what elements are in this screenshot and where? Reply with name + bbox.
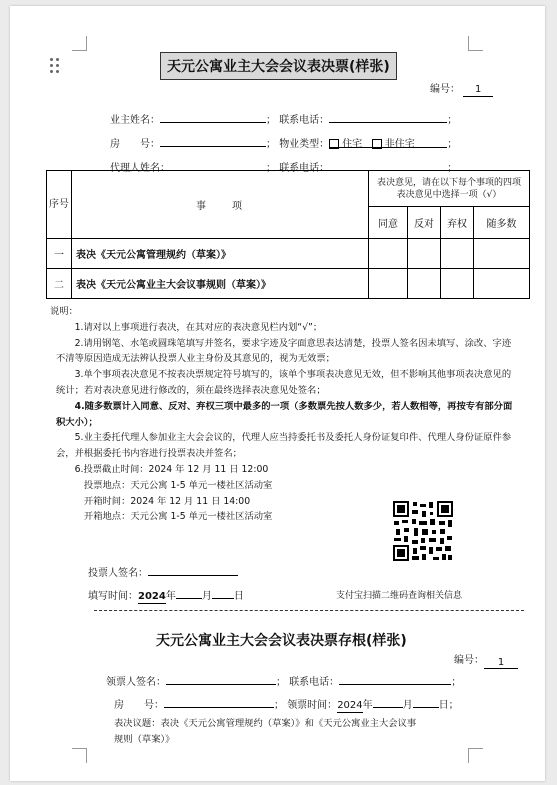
stub-room-field[interactable] bbox=[164, 695, 274, 708]
matters-label: 表决议题： bbox=[114, 718, 161, 729]
matters-text: 表决《天元公寓管理规约（草案）》和《天元公寓业主大会议事 bbox=[160, 718, 417, 729]
col-item-header: 事 项 bbox=[72, 171, 369, 239]
day-unit: 日 bbox=[233, 591, 244, 602]
receive-year[interactable]: 2024 bbox=[337, 700, 363, 711]
note-5: 5.业主委托代理人参加业主大会会议的，代理人应当持委托书及委托人身份证复印件、代理人身份证原件参会，并根据委托书内容进行投票表决并签名； bbox=[56, 432, 512, 460]
fill-day-field[interactable] bbox=[212, 586, 234, 599]
receive-time-label: 领票时间： bbox=[287, 700, 338, 711]
stub-number-label: 编号： bbox=[454, 655, 484, 666]
receiver-field[interactable] bbox=[166, 672, 276, 685]
voter-signature-row bbox=[88, 563, 238, 579]
voter-signature-field[interactable] bbox=[148, 563, 238, 576]
separator: ； bbox=[266, 163, 276, 174]
table-row bbox=[47, 239, 530, 269]
vote-cell[interactable] bbox=[408, 269, 441, 299]
separator: ； bbox=[266, 115, 276, 126]
checkbox-residential[interactable] bbox=[329, 139, 339, 149]
table-move-handle-icon[interactable] bbox=[50, 58, 62, 74]
year-unit: 年 bbox=[165, 591, 176, 602]
separator: ； bbox=[451, 677, 462, 688]
stub-room-row bbox=[114, 695, 459, 713]
number-label: 编号： bbox=[430, 84, 460, 95]
agent-label: 代理人姓名： bbox=[110, 163, 170, 174]
opinion-header: 表决意见，请在以下每个事项的四项表决意见中选择一项（√） bbox=[369, 171, 530, 207]
phone-label: 联系电话： bbox=[279, 115, 330, 126]
year-unit: 年 bbox=[362, 700, 373, 711]
option-agree: 同意 bbox=[369, 207, 408, 239]
vote-cell[interactable] bbox=[474, 239, 530, 269]
option-oppose: 反对 bbox=[408, 207, 441, 239]
fill-year[interactable]: 2024 bbox=[138, 591, 166, 602]
row-seq: 二 bbox=[47, 269, 72, 299]
month-unit: 月 bbox=[201, 591, 212, 602]
receiver-label: 领票人签名： bbox=[106, 677, 166, 688]
room-label: 房 号： bbox=[110, 139, 160, 150]
owner-name-field[interactable] bbox=[160, 110, 266, 123]
residential-label: 住宅 bbox=[342, 139, 363, 150]
fill-time-label: 填写时间： bbox=[88, 591, 138, 602]
matters-text-cont: 规则（草案）》 bbox=[114, 734, 175, 745]
note-1: 1.请对以上事项进行表决，在其对应的表决意见栏内划“√”； bbox=[74, 321, 323, 333]
owner-row bbox=[110, 110, 457, 126]
ticket-number bbox=[430, 80, 493, 97]
stub-title: 天元公寓业主大会会议表决票存根(样张) bbox=[156, 633, 407, 649]
fill-month-field[interactable] bbox=[176, 586, 202, 599]
vote-cell[interactable] bbox=[369, 239, 408, 269]
stub-phone-label: 联系电话： bbox=[289, 677, 340, 688]
separator: ； bbox=[266, 139, 276, 150]
separator: ； bbox=[447, 115, 458, 126]
number-value[interactable]: 1 bbox=[463, 84, 493, 97]
receive-month-field[interactable] bbox=[373, 695, 403, 708]
note-4: 4.随多数票计入同意、反对、弃权三项中最多的一项（多数票先按人数多少，若人数相等，再按专有部分面积大小）； bbox=[56, 400, 513, 428]
note-2: 2.请用钢笔、水笔或圆珠笔填写并签名，要求字迹及字面意思表达清楚，投票人签名因未填写、涂改、字迹不清等原因造成无法辨认投票人业主身份及其意见的，视为无效票； bbox=[56, 337, 512, 365]
stub-phone-field[interactable] bbox=[339, 672, 451, 685]
fill-time-row bbox=[88, 586, 244, 604]
owner-label: 业主姓名： bbox=[110, 115, 160, 126]
open-place: 开箱地点：天元公寓 1-5 单元一楼社区活动室 bbox=[83, 511, 273, 523]
vote-cell[interactable] bbox=[441, 269, 474, 299]
page-corner-mark bbox=[468, 748, 483, 763]
page-corner-mark bbox=[72, 748, 87, 763]
stub-matters bbox=[114, 716, 416, 748]
open-time: 开箱时间：2024 年 12 月 11 日 14:00 bbox=[83, 495, 251, 507]
row-item: 表决《天元公寓业主大会议事规则（草案）》 bbox=[72, 269, 369, 299]
month-unit: 月 bbox=[402, 700, 413, 711]
property-type-field bbox=[329, 135, 447, 148]
note-3: 3.单个事项表决意见不按表决票规定符号填写的，该单个事项表决意见无效，但不影响其他事项表决意见的统计；若对表决意见进行修改的，须在最终选择表决意见处签名； bbox=[56, 369, 512, 396]
separator: ； bbox=[447, 139, 458, 150]
table-row bbox=[47, 269, 530, 299]
note-6: 6.投票截止时间：2024 年 12 月 11 日 12:00 bbox=[74, 463, 269, 475]
page-corner-mark bbox=[468, 36, 483, 51]
stub-room-label: 房 号： bbox=[114, 700, 164, 711]
vote-place: 投票地点：天元公寓 1-5 单元一楼社区活动室 bbox=[83, 479, 273, 491]
row-item: 表决《天元公寓管理规约（草案）》 bbox=[72, 239, 369, 269]
property-label: 物业类型： bbox=[279, 139, 330, 150]
room-field[interactable] bbox=[160, 134, 266, 147]
notes-section bbox=[50, 304, 514, 525]
separator: ； bbox=[276, 677, 286, 688]
option-majority: 随多数 bbox=[474, 207, 530, 239]
stub-number-value[interactable]: 1 bbox=[484, 657, 518, 669]
qr-caption: 支付宝扫描二维码查询相关信息 bbox=[336, 591, 463, 601]
page-corner-mark bbox=[72, 36, 87, 51]
non-residential-label: 非住宅 bbox=[384, 139, 415, 150]
vote-cell[interactable] bbox=[408, 239, 441, 269]
ticket-title[interactable]: 天元公寓业主大会会议表决票(样张) bbox=[160, 52, 397, 80]
document-page bbox=[10, 6, 545, 781]
cut-line bbox=[94, 610, 524, 611]
option-abstain: 弃权 bbox=[441, 207, 474, 239]
vote-cell[interactable] bbox=[441, 239, 474, 269]
voter-label: 投票人签名： bbox=[88, 568, 148, 579]
room-row bbox=[110, 134, 457, 150]
vote-table bbox=[46, 170, 530, 299]
col-seq-header: 序号 bbox=[47, 171, 72, 239]
qr-code-icon bbox=[392, 500, 454, 562]
separator: ； bbox=[447, 163, 458, 174]
agent-phone-label: 联系电话： bbox=[279, 163, 330, 174]
vote-cell[interactable] bbox=[369, 269, 408, 299]
row-seq: 一 bbox=[47, 239, 72, 269]
vote-cell[interactable] bbox=[474, 269, 530, 299]
separator: ； bbox=[274, 700, 284, 711]
stub-receiver-row bbox=[106, 672, 461, 688]
phone-field[interactable] bbox=[329, 110, 447, 123]
receive-day-field[interactable] bbox=[413, 695, 439, 708]
day-unit: 日； bbox=[438, 700, 459, 711]
checkbox-non-residential[interactable] bbox=[372, 139, 382, 149]
notes-heading: 说明： bbox=[50, 306, 78, 317]
